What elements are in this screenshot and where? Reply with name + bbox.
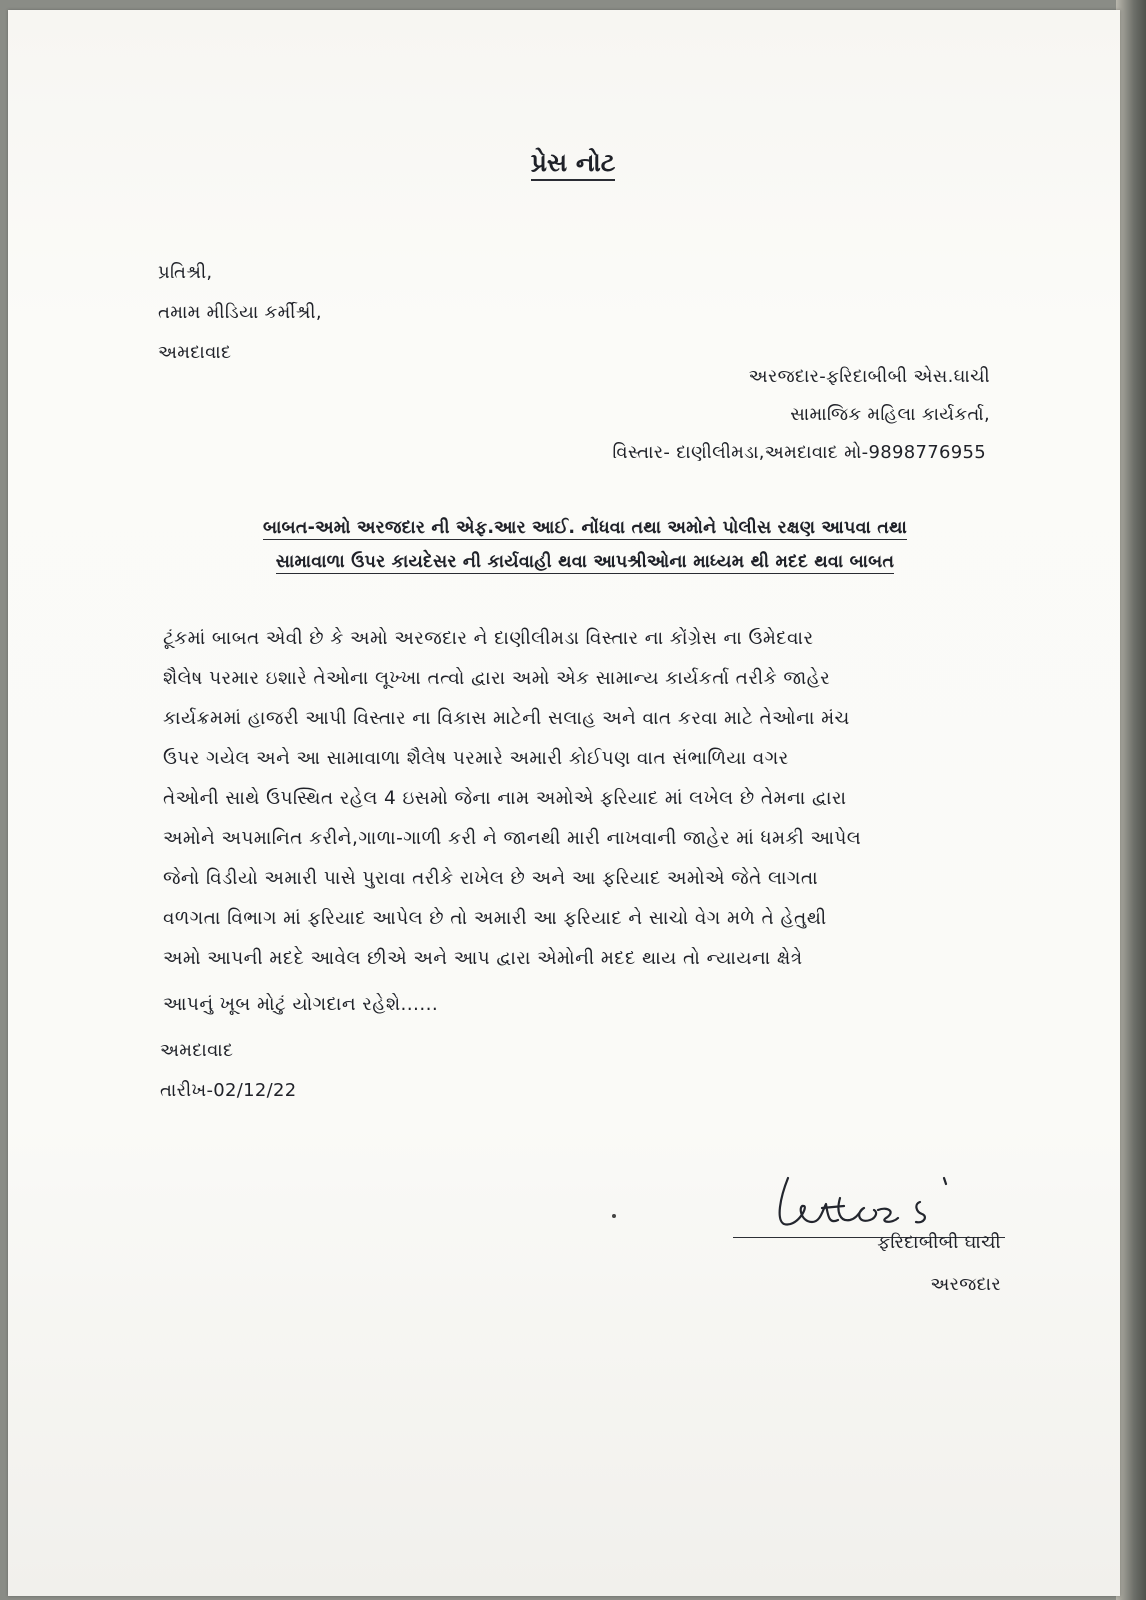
body-line: વળગતા વિભાગ માં ફરિયાદ આપેલ છે તો અમારી આ ફરિયાદ ને સાચો વેગ મળે તે હેતુથી <box>163 908 827 929</box>
body-line: કાર્યક્રમમાં હાજરી આપી વિસ્તાર ના વિકાસ માટેની સલાહ અને વાત કરવા માટે તેઓના મંચ <box>163 708 850 729</box>
subject-text-1: બાબત-અમો અરજદાર ની એફ.આર આઈ. નોંધવા તથા અમોને પોલીસ રક્ષણ આપવા તથા <box>263 518 907 538</box>
body-line: ઉપર ગયેલ અને આ સામાવાળા શૈલેષ પરમારે અમારી કોઈપણ વાત સંભાળિયા વગર <box>163 748 789 769</box>
handwritten-signature <box>770 1168 970 1238</box>
ink-speck <box>612 1214 616 1218</box>
body-line: શૈલેષ પરમાર ઇશારે તેઓના લૂખ્ખા તત્વો દ્વારા અમો એક સામાન્ય કાર્યકર્તા તરીકે જાહેર <box>163 668 831 689</box>
recipient-line-3: અમદાવાદ <box>158 342 232 363</box>
background-surface <box>1116 0 1146 1600</box>
signatory-name: ફરિદાબીબી ઘાચી <box>877 1232 1001 1253</box>
body-line: ટૂંકમાં બાબત એવી છે કે અમો અરજદાર ને દાણીલીમડા વિસ્તાર ના કોંગ્રેસ ના ઉમેદવાર <box>163 628 814 649</box>
body-line: આપનું ખૂબ મોટું યોગદાન રહેશે...... <box>163 994 439 1015</box>
sender-line-1: અરજદાર-ફરિદાબીબી એસ.ઘાચી <box>748 366 990 387</box>
title-text: પ્રેસ નોટ <box>531 148 616 181</box>
date: તારીખ-02/12/22 <box>160 1080 297 1101</box>
recipient-line-1: પ્રતિશ્રી, <box>158 262 213 283</box>
signatory-role: અરજદાર <box>930 1274 1001 1295</box>
sender-line-2: સામાજિક મહિલા કાર્યકર્તા, <box>790 404 990 425</box>
body-line: અમો આપની મદદે આવેલ છીએ અને આપ દ્વારા એમોની મદદ થાય તો ન્યાયના ક્ષેત્રે <box>163 948 803 969</box>
sender-line-3: વિસ્તાર- દાણીલીમડા,અમદાવાદ મો-9898776955 <box>612 442 986 463</box>
subject-text-2: સામાવાળા ઉપર કાયદેસર ની કાર્યવાહી થવા આપશ્રીઓના માધ્યમ થી મદદ થવા બાબત <box>275 552 895 572</box>
body-line: તેઓની સાથે ઉપસ્થિત રહેલ 4 ઇસમો જેના નામ અમોએ ફરિયાદ માં લખેલ છે તેમના દ્વારા <box>163 788 847 809</box>
place: અમદાવાદ <box>160 1040 234 1061</box>
subject-line-1 <box>205 518 965 538</box>
subject-line-2 <box>205 552 965 572</box>
document-title <box>0 148 1146 178</box>
body-line: અમોને અપમાનિત કરીને,ગાળા-ગાળી કરી ને જાનથી મારી નાખવાની જાહેર માં ધમકી આપેલ <box>163 828 862 849</box>
recipient-line-2: તમામ મીડિયા કર્મીશ્રી, <box>158 302 322 323</box>
body-line: જેનો વિડીયો અમારી પાસે પુરાવા તરીકે રાખેલ છે અને આ ફરિયાદ અમોએ જેતે લાગતા <box>163 868 819 889</box>
